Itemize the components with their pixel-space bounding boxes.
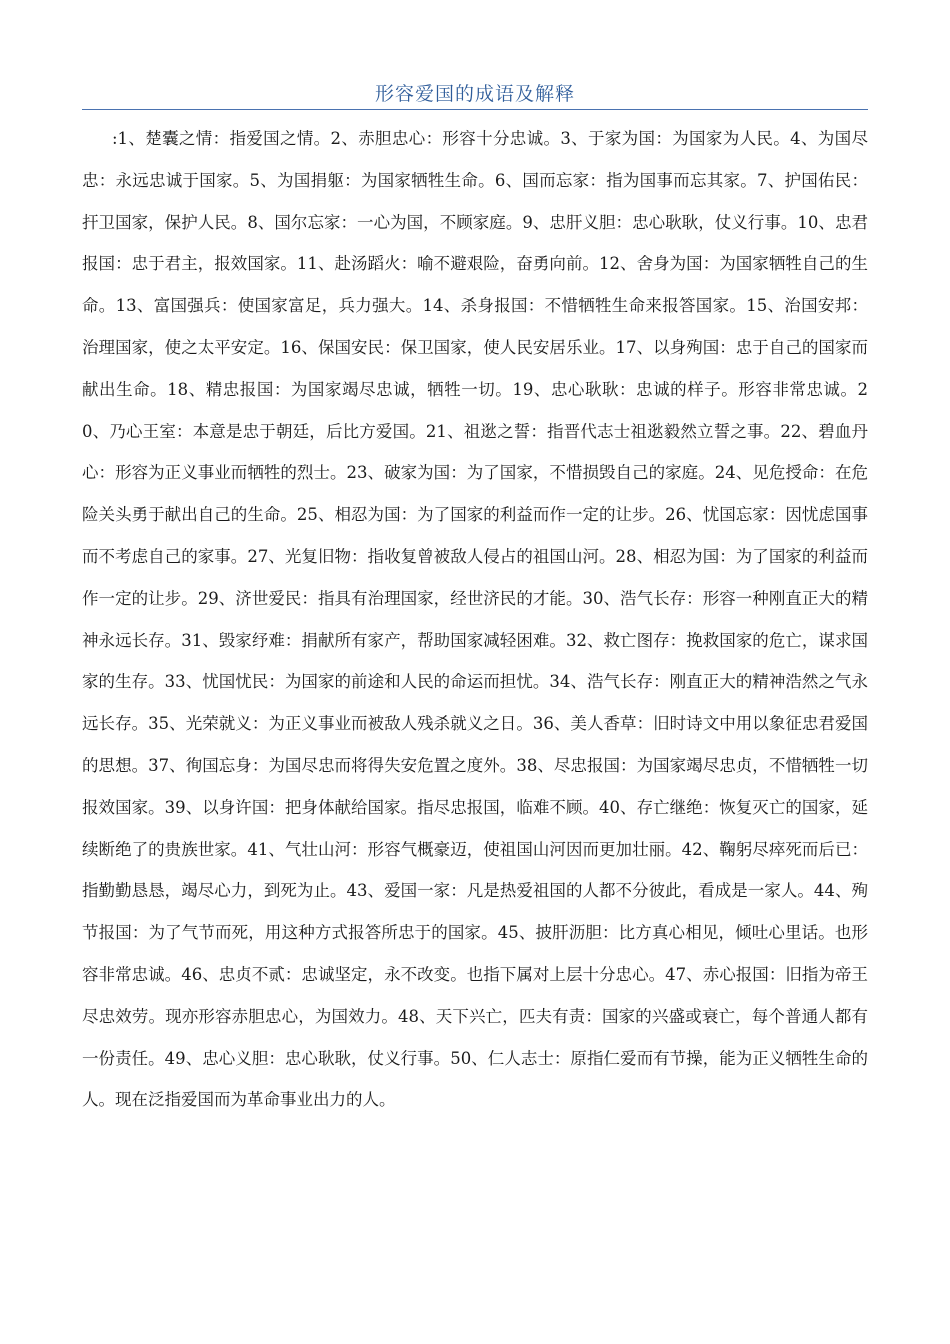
document-body: :1、楚囊之情：指爱国之情。2、赤胆忠心：形容十分忠诚。3、于家为国：为国家为人民。4、为国尽忠：永远忠诚于国家。5、为国捐躯：为国家牺牲生命。6、国而忘家：指为国事而忘其家。7、护国佑民：扞卫国家，保护人民。8、国尔忘家：一心为国，不顾家庭。9、忠肝义胆：忠心耿耿，仗义行事。10、忠君报国：忠于君主，报效国家。11、赴汤蹈火：喻不避艰险，奋勇向前。12、舍身为国：为国家牺牲自己的生命。13、富国强兵：使国家富足，兵力强大。14、杀身报国：不惜牺牲生命来报答国家。15、治国安邦：治理国家，使之太平安定。16、保国安民：保卫国家，使人民安居乐业。17、以身殉国：忠于自己的国家而献出生命。18、精忠报国：为国家竭尽忠诚，牺牲一切。19、忠心耿耿：忠诚的样子。形容非常忠诚。20、乃心王室：本意是忠于朝廷，后比方爱国。21、祖逖之誓：指晋代志士祖逖毅然立誓之事。22、碧血丹心：形容为正义事业而牺牲的烈士。23、破家为国：为了国家，不惜损毁自己的家庭。24、见危授命：在危险关头勇于献出自己的生命。25、相忍为国：为了国家的利益而作一定的让步。26、忧国忘家：因忧虑国事而不考虑自己的家事。27、光复旧物：指收复曾被敌人侵占的祖国山河。28、相忍为国：为了国家的利益而作一定的让步。29、济世爱民：指具有治理国家，经世济民的才能。30、浩气长存：形容一种刚直正大的精神永远长存。31、毁家纾难：捐献所有家产，帮助国家减轻困难。32、救亡图存：挽救国家的危亡，谋求国家的生存。33、忧国忧民：为国家的前途和人民的命运而担忧。34、浩气长存：刚直正大的精神浩然之气永远长存。35、光荣就义：为正义事业而被敌人残杀就义之日。36、美人香草：旧时诗文中用以象征忠君爱国的思想。37、徇国忘身：为国尽忠而将得失安危置之度外。38、尽忠报国：为国家竭尽忠贞，不惜牺牲一切报效国家。39、以身许国：把身体献给国家。指尽忠报国，临难不顾。40、存亡继绝：恢复灭亡的国家，延续断绝了的贵族世家。41、气壮山河：形容气概豪迈，使祖国山河因而更加壮丽。42、鞠躬尽瘁死而后已：指勤勤恳恳，竭尽心力，到死为止。43、爱国一家：凡是热爱祖国的人都不分彼此，看成是一家人。44、殉节报国：为了气节而死，用这种方式报答所忠于的国家。45、披肝沥胆：比方真心相见，倾吐心里话。也形容非常忠诚。46、忠贞不贰：忠诚坚定，永不改变。也指下属对上层十分忠心。47、赤心报国：旧指为帝王尽忠效劳。现亦形容赤胆忠心，为国效力。48、天下兴亡，匹夫有责：国家的兴盛或衰亡，每个普通人都有一份责任。49、忠心义胆：忠心耿耿，仗义行事。50、仁人志士：原指仁爱而有节操，能为正义牺牲生命的人。现在泛指爱国而为革命事业出力的人。 xyxy=(82,129,868,1110)
document-title: 形容爱国的成语及解释 xyxy=(374,83,575,105)
title-underline xyxy=(82,109,868,110)
